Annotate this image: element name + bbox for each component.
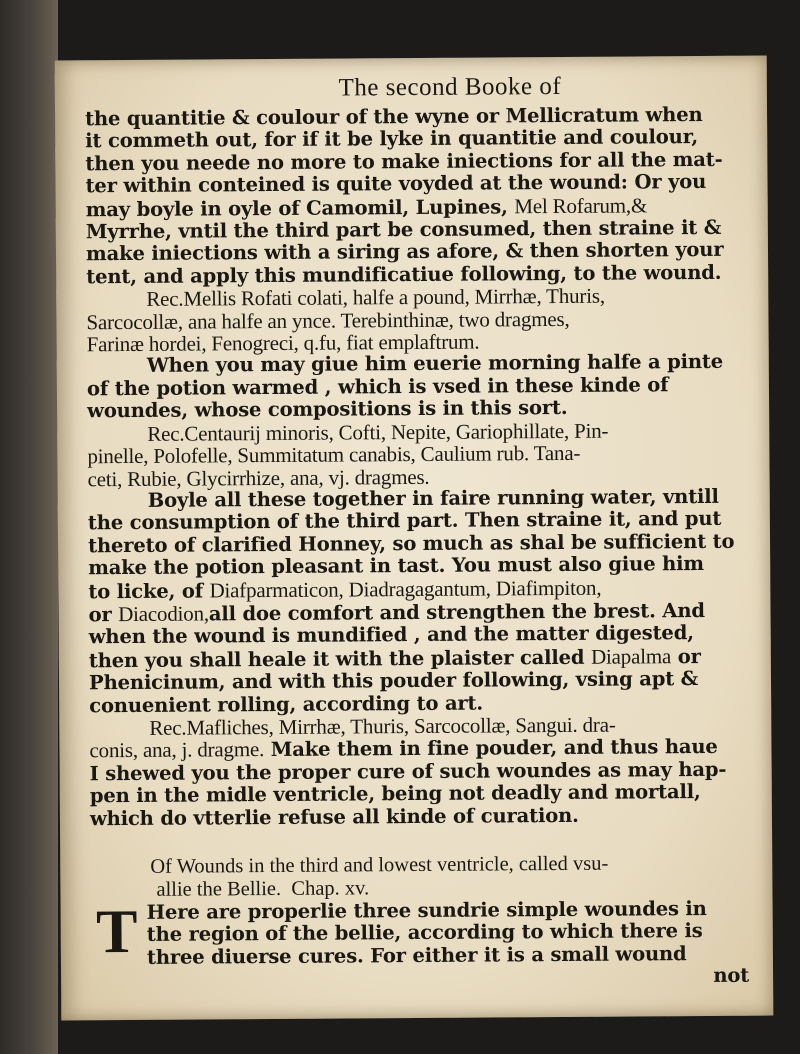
text-line: then you neede no more to make iniections for all the mat- — [85, 147, 723, 176]
recipe-prefix: Rec. — [149, 715, 187, 740]
text-line: ter within conteined is quite voyded at the wound: Or you — [85, 170, 707, 198]
text-line: the region of the bellie, according to which there is — [146, 919, 703, 947]
roman-text: Mel Rofarum,& — [514, 192, 648, 218]
text-line: which do vtterlie refuse all kinde of curation. — [89, 803, 579, 830]
text-span: to licke, of — [88, 579, 203, 603]
recipe-prefix: Rec. — [147, 421, 185, 446]
text-line: make iniections with a siring as afore, & then shorten your — [85, 238, 724, 266]
text-line: pen in the midle ventricle, being not deadly and mortall, — [89, 780, 701, 808]
recipe-text: Mafliches, Mirrhæ, Thuris, Sarcocollæ, Sangui. dra- — [186, 712, 616, 740]
catchword: not — [713, 963, 750, 988]
text-span: may boyle in oyle of Camomil, Lupines, — [85, 194, 508, 221]
recipe-line: Farinæ hordei, Fenogreci, q.fu, fiat emplaftrum. — [86, 329, 480, 357]
page-text — [85, 71, 781, 991]
roman-text: Diapalma — [590, 643, 672, 669]
text-line: thereto of clarified Honney, so much as shal be sufficient to — [87, 529, 735, 557]
drop-cap: T — [95, 897, 138, 967]
text-line: tent, and apply this mundificatiue following, to the wound. — [86, 260, 722, 289]
text-line: Here are properlie three sundrie simple woundes in — [146, 896, 707, 924]
text-line: the consumption of the third part. Then straine it, and put — [87, 507, 722, 535]
recipe-text: Centaurij minoris, Cofti, Nepite, Gariophillate, Pin- — [184, 418, 609, 446]
text-line: Myrrhe, vntil the third part be consumed, then straine it & — [85, 215, 722, 244]
text-span: all doe comfort and strengthen the brest. And — [208, 598, 705, 626]
text-line: of the potion warmed , which is vsed in these kinde of — [86, 373, 669, 401]
paragraph-with-dropcap — [91, 897, 781, 969]
text-line: Boyle all these together in faire running water, vntill — [147, 484, 719, 512]
text-line: make the potion pleasant in tast. You must also giue him — [88, 552, 704, 580]
recipe-line: Sarcocollæ, ana halfe an ynce. Terebinthinæ, two dragmes, — [86, 306, 570, 334]
text-line: three diuerse cures. For either it is a small wound — [146, 941, 687, 969]
text-line: woundes, whose compositions is in this sort. — [87, 396, 568, 423]
book-page — [55, 56, 774, 1021]
recipe-line: pinelle, Polofelle, Summitatum canabis, Caulium rub. Tana- — [87, 440, 581, 469]
text-span: then you shall heale it with the plaister called — [88, 645, 585, 673]
text-line: I shewed you the proper cure of such woundes as may hap- — [89, 757, 727, 786]
roman-text: Diafparmaticon, Diadragagantum, Diafimpiton, — [209, 575, 602, 602]
recipe-prefix: Rec. — [146, 286, 184, 312]
text-line: Phenicinum, and with this pouder following, vsing apt & — [88, 667, 699, 695]
text-line: the quantitie & coulour of the wyne or Mellicratum when — [84, 102, 703, 131]
roman-text: conis, ana, j. dragme. — [89, 737, 265, 763]
text-span: or — [677, 644, 701, 668]
text-line: when the wound is mundified , and the matter digested, — [88, 621, 694, 649]
chapter-heading-text: allie the Bellie. — [156, 877, 282, 901]
chapter-heading: Of Wounds in the third and lowest ventricle, called vsu- — [150, 852, 609, 878]
book-gutter — [0, 0, 58, 1054]
text-span: or — [88, 603, 112, 627]
text-line: it commeth out, for if it be lyke in quantitie and coulour, — [85, 125, 699, 153]
roman-text: Diacodion, — [118, 601, 209, 627]
chapter-number: Chap. xv. — [291, 877, 370, 900]
text-span: Make them in fine pouder, and thus haue — [270, 735, 718, 762]
text-line: conuenient rolling, according to art. — [89, 691, 484, 717]
recipe-line: ceti, Rubie, Glycirrhize, ana, vj. dragmes. — [87, 464, 430, 491]
running-head: The second Booke of — [338, 72, 562, 102]
recipe-text: Mellis Rofati colati, halfe a pound, Mirrhæ, Thuris, — [183, 283, 605, 311]
text-line: When you may giue him euerie morning halfe a pinte — [146, 350, 724, 378]
